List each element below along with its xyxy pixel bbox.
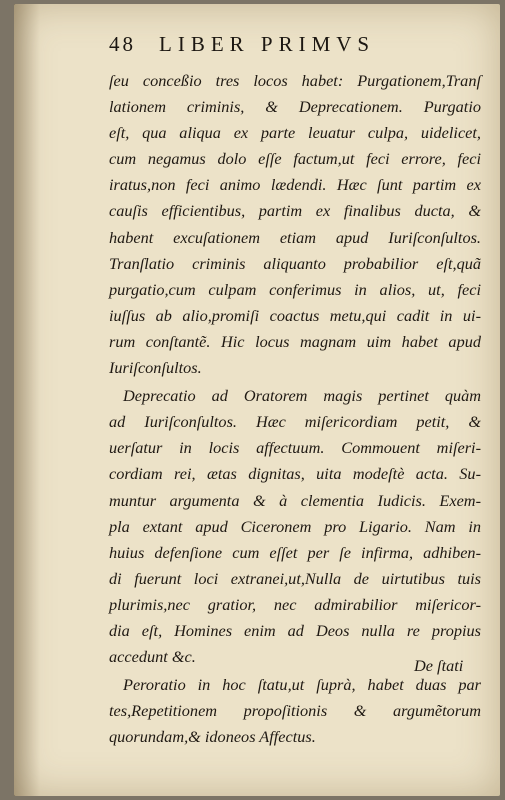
text-line: plurimis,nec gratior, nec admirabilior miſericor- — [109, 594, 481, 614]
text-line: muntur argumenta & à clementia Iudicis. Exem- — [109, 490, 481, 510]
binding-gutter-shadow — [14, 4, 40, 796]
text-line: accedunt &c. — [109, 647, 196, 667]
catchword: De ſtati — [414, 656, 464, 675]
text-line: tes,Repetitionem propoſitionis & argumẽtorum — [109, 701, 481, 721]
text-line: cauſis efficientibus, partim ex finalibus ducta, & — [109, 201, 481, 221]
running-title: LIBER PRIMVS — [159, 32, 376, 56]
text-line: di fuerunt loci extranei,ut,Nulla de uirtutibus tuis — [109, 568, 481, 588]
text-line: purgatio,cum culpam conferimus in alios, ut, feci — [109, 279, 481, 299]
text-line: quorundam,& idoneos Affectus. — [109, 727, 316, 747]
body-text — [109, 68, 481, 750]
book-page — [14, 4, 500, 796]
text-line: ſeu conceßio tres locos habet: Purgationem,Tranſ — [109, 71, 481, 90]
text-line: cordiam rei, ætas dignitas, uita modeſtè acta. Su- — [109, 464, 481, 484]
text-line: rum conſtantẽ. Hic locus magnam uim habet apud — [109, 331, 481, 351]
text-line: cum negamus dolo eſſe factum,ut feci errore, feci — [109, 149, 481, 169]
text-line: uerſatur in locis affectuum. Commouent miſeri- — [109, 438, 481, 458]
text-line: lationem criminis, & Deprecationem. Purgatio — [109, 97, 481, 117]
text-line: Peroratio in hoc ſtatu,ut ſuprà, habet duas par — [123, 675, 481, 695]
page-header — [109, 32, 479, 62]
text-line: iratus,non feci animo lædendi. Hæc ſunt partim ex — [109, 175, 481, 195]
text-line: ad Iuriſconſultos. Hæc miſericordiam petit, & — [109, 412, 481, 432]
text-line: Iuriſconſultos. — [109, 358, 202, 378]
text-line: dia eſt, Homines enim ad Deos nulla re propius — [109, 620, 481, 640]
text-line: habent excuſationem etiam apud Iuriſconſultos. — [109, 227, 481, 247]
text-line: pla extant apud Ciceronem pro Ligario. Nam in — [109, 516, 481, 536]
text-line: iuſſus ab alio,promiſi coactus metu,qui cadit in ui- — [109, 305, 481, 325]
text-line: Tranſlatio criminis aliquanto probabilior eſt,quã — [109, 253, 481, 273]
page-number: 48 — [109, 32, 136, 56]
text-line: Deprecatio ad Oratorem magis pertinet quàm — [123, 386, 481, 406]
text-line: huius defenſione cum eſſet per ſe infirma, adhiben- — [109, 542, 481, 562]
text-line: eſt, qua aliqua ex parte leuatur culpa, uidelicet, — [109, 123, 481, 143]
